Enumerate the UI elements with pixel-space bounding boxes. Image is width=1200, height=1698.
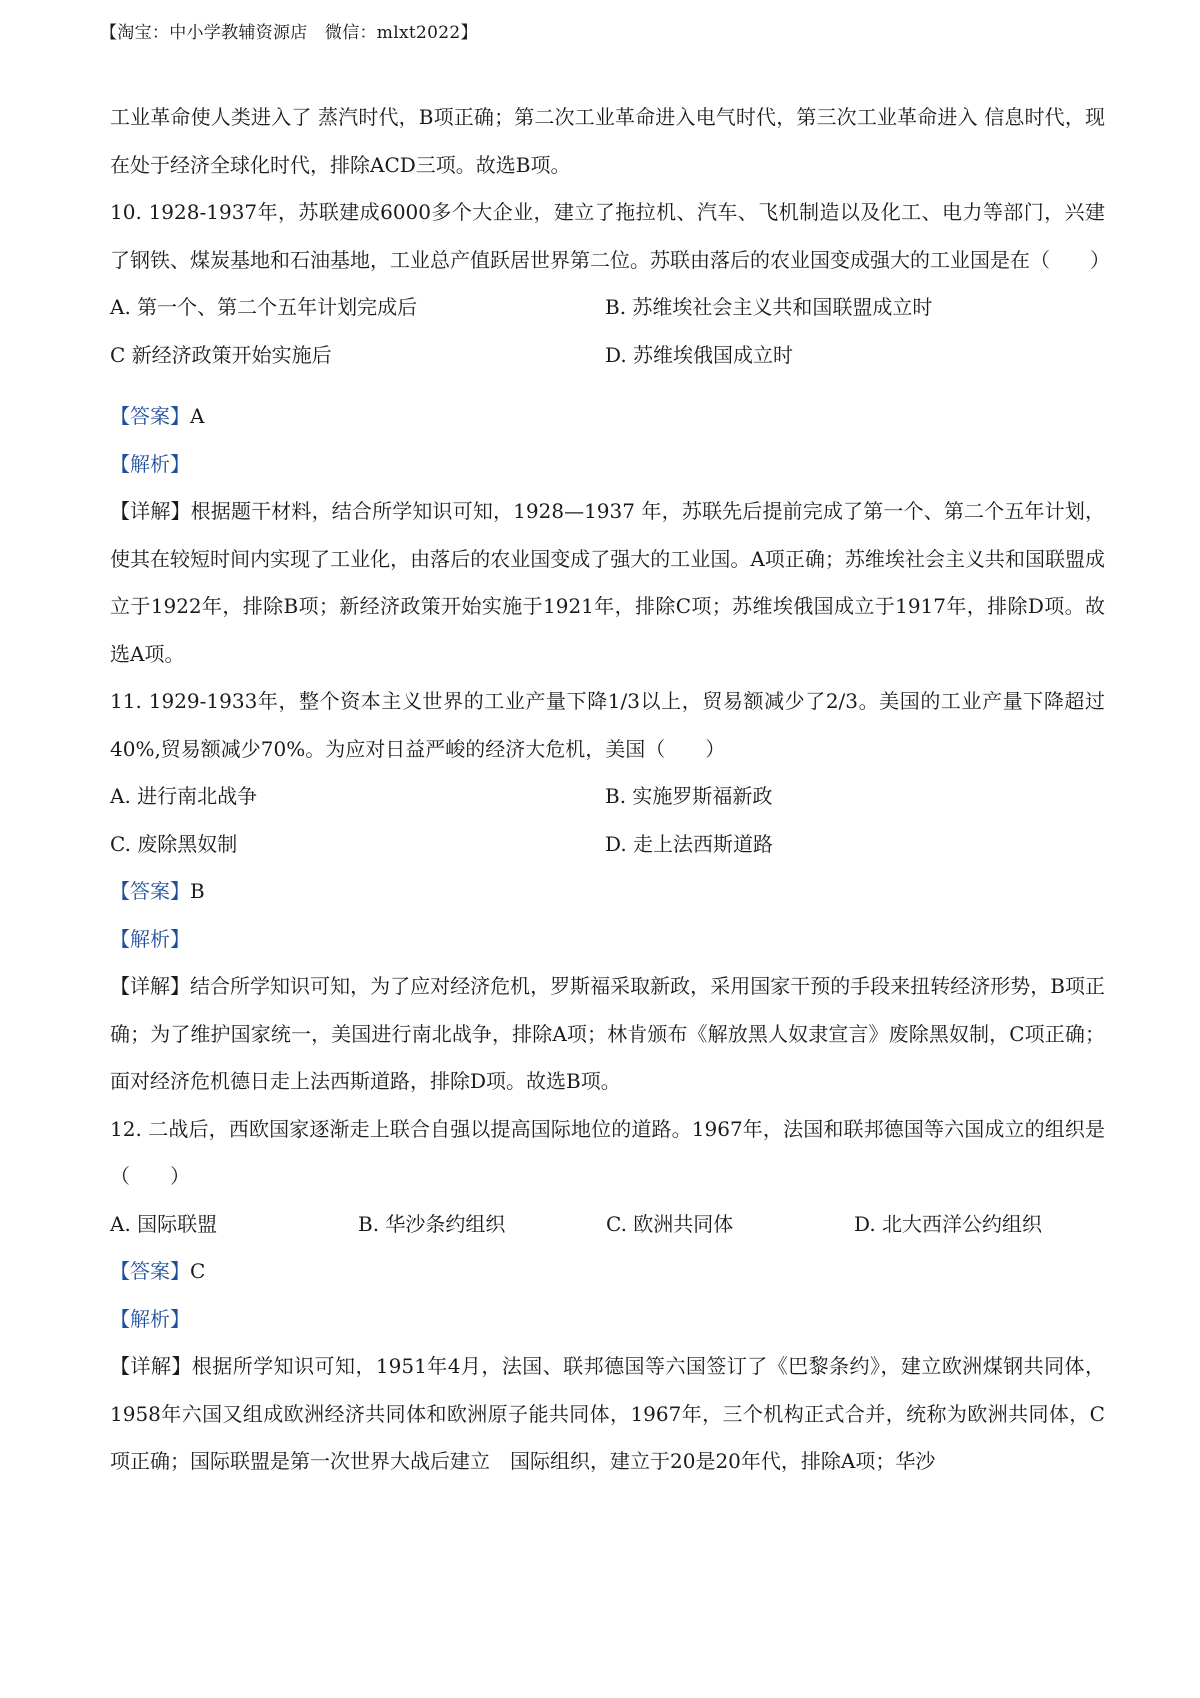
- detail-paragraph: [110, 963, 1105, 1106]
- question-11: [110, 678, 1105, 1106]
- detail-text: 根据题干材料，结合所学知识可知，1928—1937 年，苏联先后提前完成了第一个、第二个五年计划，使其在较短时间内实现了工业化，由落后的农业国变成了强大的工业国。A项正确；苏维埃社会主义共和国联盟成立于1922年，排除B项；新经济政策开始实施于1921年，排除C项；苏维埃俄国成立于1917年，排除D项。故选A项。: [110, 499, 1106, 666]
- question-stem: 11. 1929-1933年，整个资本主义世界的工业产量下降1/3以上，贸易额减少了2/3。美国的工业产量下降超过40%,贸易额减少70%。为应对日益严峻的经济大危机，美国（ ）: [110, 689, 1105, 761]
- answer-line: [110, 1248, 1105, 1296]
- detail-tag: 【详解】: [110, 499, 191, 523]
- analysis-tag: 【解析】: [110, 926, 190, 951]
- previous-explanation: 工业革命使人类进入了 蒸汽时代，B项正确；第二次工业革命进入电气时代，第三次工业革命进入 信息时代，现在处于经济全球化时代，排除ACD三项。故选B项。: [110, 105, 1105, 177]
- answer-value: C: [190, 1259, 206, 1283]
- detail-text: 根据所学知识可知，1951年4月，法国、联邦德国等六国签订了《巴黎条约》，建立欧洲煤钢共同体，1958年六国又组成欧洲经济共同体和欧洲原子能共同体，1967年，三个机构正式合并，统称为欧洲共同体，C项正确；国际联盟是第一次世界大战后建立 国际组织，建立于20是20年代，排除A项；华沙: [110, 1354, 1106, 1473]
- option-list: [110, 773, 1105, 868]
- analysis-tag: 【解析】: [110, 1306, 190, 1331]
- question-stem: 10. 1928-1937年，苏联建成6000多个大企业，建立了拖拉机、汽车、飞机制造以及化工、电力等部门，兴建了钢铁、煤炭基地和石油基地，工业总产值跃居世界第二位。苏联由落后的农业国变成强大的工业国是在（ ）: [110, 200, 1110, 272]
- option-list: [110, 284, 1105, 379]
- detail-text: 结合所学知识可知，为了应对经济危机，罗斯福采取新政，采用国家干预的手段来扭转经济形势，B项正确；为了维护国家统一，美国进行南北战争，排除A项；林肯颁布《解放黑人奴隶宣言》废除黑奴制，C项正确；面对经济危机德日走上法西斯道路，排除D项。故选B项。: [110, 974, 1106, 1093]
- analysis-tag: 【解析】: [110, 451, 190, 476]
- analysis-heading: [110, 441, 1105, 489]
- analysis-heading: [110, 1296, 1105, 1344]
- document-body: [110, 94, 1110, 1486]
- question-10: [110, 189, 1110, 678]
- question-12: [110, 1106, 1105, 1486]
- option-c: C 新经济政策开始实施后: [110, 342, 332, 367]
- detail-tag: 【详解】: [110, 1354, 192, 1378]
- option-a: A. 国际联盟: [110, 1211, 218, 1236]
- detail-paragraph: [110, 488, 1105, 678]
- option-b: B. 苏维埃社会主义共和国联盟成立时: [605, 295, 933, 319]
- option-c: C. 欧洲共同体: [606, 1211, 734, 1236]
- answer-value: A: [190, 404, 205, 428]
- option-a: A. 第一个、第二个五年计划完成后: [110, 295, 418, 319]
- answer-tag: 【答案】: [110, 1259, 190, 1283]
- answer-value: B: [190, 879, 205, 903]
- option-b: B. 实施罗斯福新政: [605, 784, 773, 808]
- analysis-heading: [110, 916, 1105, 964]
- option-b: B. 华沙条约组织: [358, 1211, 506, 1236]
- detail-tag: 【详解】: [110, 974, 191, 998]
- detail-paragraph: [110, 1343, 1105, 1486]
- answer-line: [110, 393, 1105, 441]
- answer-tag: 【答案】: [110, 404, 190, 428]
- answer-line: [110, 868, 1105, 916]
- answer-tag: 【答案】: [110, 879, 190, 903]
- option-d: D. 走上法西斯道路: [605, 831, 774, 856]
- option-a: A. 进行南北战争: [110, 784, 258, 808]
- option-list: [110, 1201, 1105, 1249]
- question-stem: 12. 二战后，西欧国家逐渐走上联合自强以提高国际地位的道路。1967年，法国和联邦德国等六国成立的组织是（ ）: [110, 1116, 1105, 1188]
- option-d: D. 北大西洋公约组织: [854, 1211, 1043, 1236]
- page-header: 【淘宝：中小学教辅资源店 微信：mlxt2022】: [100, 23, 478, 43]
- option-c: C. 废除黑奴制: [110, 831, 238, 856]
- option-d: D. 苏维埃俄国成立时: [605, 342, 794, 367]
